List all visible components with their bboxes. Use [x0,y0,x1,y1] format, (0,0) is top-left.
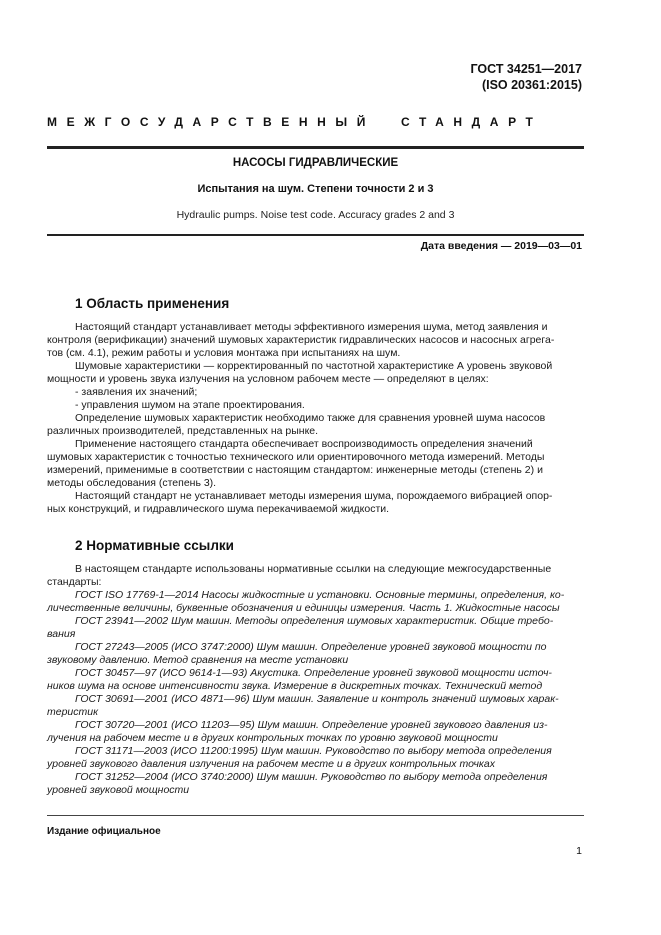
page-number: 1 [576,845,582,857]
standard-type [47,115,584,129]
list-item: - заявления их значений; [75,386,198,398]
introduction-date: Дата введения — 2019—03—01 [420,240,582,252]
reference-line: ГОСТ 31252—2004 (ИСО 3740:2000) Шум машин. Руководство по выбору метода определения [75,771,548,783]
header-divider [47,146,584,149]
footer-divider [47,815,584,816]
gost-code: ГОСТ 34251—2017 [470,62,582,76]
reference-line: уровней звуковой мощности [47,784,190,796]
reference-line: вания [47,628,76,640]
title-divider [47,234,584,236]
text-line: Настоящий стандарт устанавливает методы эффективного измерения шума, метод заявления и [75,321,548,333]
text-line: Применение настоящего стандарта обеспечивает воспроизводимость определения значений [75,438,533,450]
section-2-body [47,563,584,797]
reference-line: ГОСТ 30691—2001 (ИСО 4871—96) Шум машин. Заявление и контроль значений шумовых харак- [75,693,559,705]
reference-line: личественные величины, буквенные обозначения и единицы измерения. Часть 1. Жидкостные насосы [47,602,560,614]
document-title: НАСОСЫ ГИДРАВЛИЧЕСКИЕ [232,157,399,169]
text-line: Определение шумовых характеристик необходимо также для сравнения уровней шума насосов [75,412,546,424]
text-line: Шумовые характеристики — корректированный по частотной характеристике А уровень звуковой [75,360,553,372]
reference-line: теристик [47,706,99,718]
edition-label: Издание официальное [47,826,161,837]
reference-line: ГОСТ 31171—2003 (ИСО 11200:1995) Шум машин. Руководство по выбору метода определения [75,745,552,757]
document-code [470,61,582,93]
text-line: Настоящий стандарт не устанавливает методы измерения шума, порождаемого вибрацией опор- [75,490,553,502]
text-line: контроля (верификации) значений шумовых характеристик гидравлических насосов и насосных агрега- [47,334,555,346]
text-line: мощности и уровень звука излучения на условном рабочем месте — определяют в целях: [47,373,489,385]
text-line: тов (см. 4.1), режим работы и условия монтажа при испытаниях на шум. [47,347,401,359]
section-2-heading: 2 Нормативные ссылки [75,538,234,553]
reference-line: ГОСТ 27243—2005 (ИСО 3747:2000) Шум машин. Определение уровней звуковой мощности по [75,641,547,653]
text-line: шумовых характеристик с точностью технического или ориентировочного метода измерений. Методы [47,451,545,463]
reference-line: ГОСТ 30457—97 (ИСО 9614-1—93) Акустика. Определение уровней звуковой мощности источ- [75,667,552,679]
section-1-body [47,321,584,516]
reference-line: уровней звукового давления излучения на рабочем месте и в других контрольных точках [47,758,495,770]
english-title: Hydraulic pumps. Noise test code. Accuracy grades 2 and 3 [176,209,455,221]
iso-code: (ISO 20361:2015) [481,78,582,92]
list-item: - управления шумом на этапе проектирования. [75,399,305,411]
reference-line: звуковому давлению. Метод сравнения на месте установки [47,654,349,666]
reference-line: ников шума на основе интенсивности звука. Измерение в дискретных точках. Технический метод [47,680,543,692]
text-line: ных конструкций, и гидравлического шума перекачиваемой жидкости. [47,503,390,515]
text-line: стандарты: [47,576,102,588]
text-line: В настоящем стандарте использованы нормативные ссылки на следующие межгосударственные [75,563,552,575]
reference-line: лучения на рабочем месте и в других контрольных точках по уровню звуковой мощности [47,732,498,744]
reference-line: ГОСТ 30720—2001 (ИСО 11203—95) Шум машин. Определение уровней звукового давления из- [75,719,548,731]
text-line: методы обследования (степень 3). [47,477,217,489]
document-subtitle: Испытания на шум. Степени точности 2 и 3 [197,183,434,195]
text-line: различных производителей, представленных на рынке. [47,425,319,437]
standard-word-standard: СТАНДАРТ [400,115,543,129]
text-line: измерений, применимые в соответствии с настоящим стандартом: инженерные методы (степень 2) и [47,464,543,476]
section-1-heading: 1 Область применения [75,296,230,311]
reference-line: ГОСТ 23941—2002 Шум машин. Методы определения шумовых характеристик. Общие требо- [75,615,554,627]
standard-word-interstate: МЕЖГОСУДАРСТВЕННЫЙ [47,115,375,129]
reference-line: ГОСТ ISO 17769-1—2014 Насосы жидкостные и установки. Основные термины, определения, ко- [75,589,565,601]
